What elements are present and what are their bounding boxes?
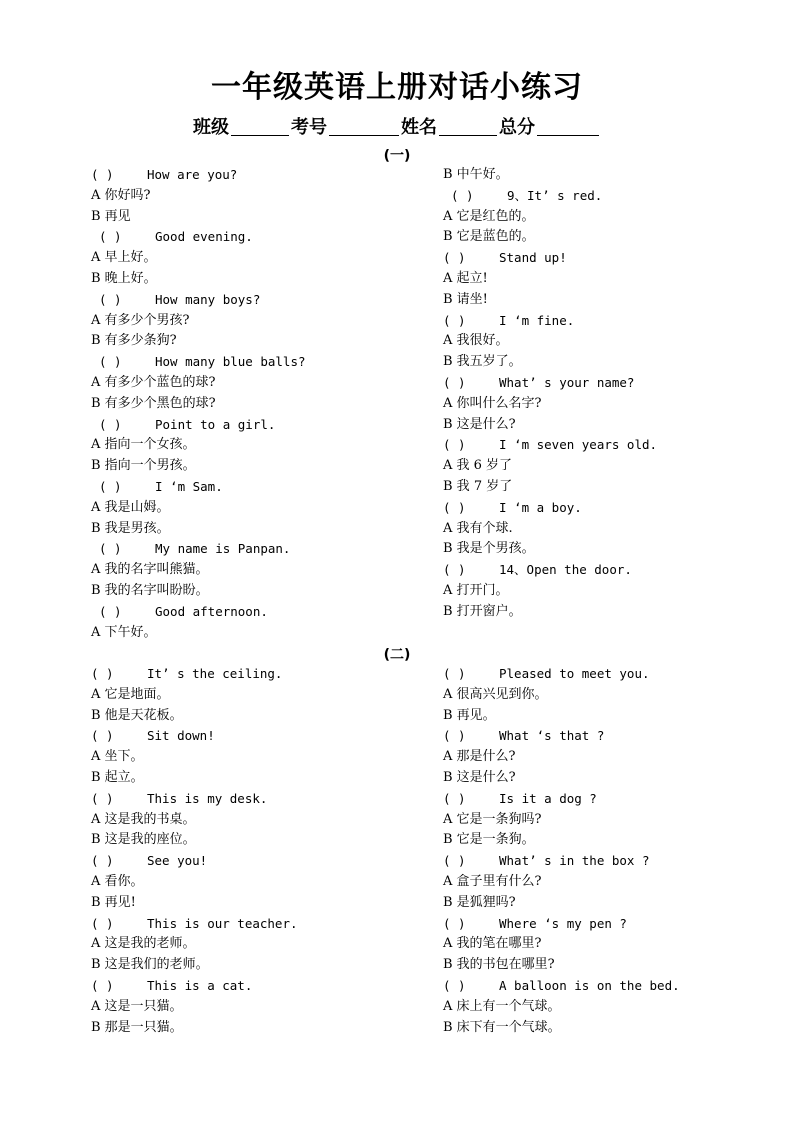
- answer-bracket[interactable]: ( ): [443, 374, 466, 390]
- option-line: B 它是一条狗。: [443, 832, 535, 848]
- answer-bracket[interactable]: ( ): [99, 354, 122, 370]
- option-line: B 中午好。: [443, 167, 509, 182]
- question-text: I ‘m Sam.: [155, 478, 223, 494]
- name-blank[interactable]: [439, 117, 497, 136]
- question-text: This is a cat.: [147, 977, 253, 993]
- option-line: A 打开门。: [443, 582, 509, 598]
- option-line: A 很高兴见到你。: [443, 686, 548, 702]
- option-line: A 它是一条狗吗?: [443, 811, 542, 827]
- question-line: [443, 789, 793, 810]
- answer-bracket[interactable]: ( ): [443, 312, 466, 328]
- question-text: Point to a girl.: [155, 416, 276, 432]
- option-line: A 有多少个男孩?: [91, 312, 190, 328]
- option-line: B 再见!: [91, 894, 136, 910]
- option-line: A 看你。: [91, 873, 144, 889]
- question-text: See you!: [147, 853, 208, 869]
- answer-bracket[interactable]: ( ): [443, 250, 466, 266]
- option-line: A 你好吗?: [91, 187, 151, 203]
- option-line: B 我 7 岁了: [443, 478, 513, 494]
- option-line: A 我 6 岁了: [443, 458, 513, 474]
- question-line: [443, 851, 793, 872]
- question-line: [91, 165, 441, 186]
- number-blank[interactable]: [329, 117, 399, 136]
- question-line: [443, 976, 793, 997]
- question-line: [91, 976, 441, 997]
- question-line: [91, 290, 441, 311]
- option-line: B 请坐!: [443, 291, 488, 307]
- option-line: B 它是蓝色的。: [443, 229, 535, 245]
- option-line: B 起立。: [91, 769, 144, 785]
- question-line: [91, 415, 441, 436]
- answer-bracket[interactable]: ( ): [443, 915, 466, 931]
- option-line: A 我很好。: [443, 333, 509, 349]
- option-line: A 下午好。: [91, 624, 157, 640]
- section-2-heading: (二): [383, 647, 411, 663]
- option-line: A 有多少个蓝色的球?: [91, 374, 216, 390]
- option-line: A 那是什么?: [443, 749, 516, 765]
- option-line: B 这是我的座位。: [91, 832, 196, 848]
- question-text: Sit down!: [147, 728, 215, 744]
- question-text: Stand up!: [499, 250, 567, 266]
- option-line: A 这是我的老师。: [91, 936, 196, 952]
- question-text: This is my desk.: [147, 790, 268, 806]
- name-label: 姓名: [401, 117, 437, 138]
- answer-bracket[interactable]: ( ): [91, 167, 114, 182]
- option-line: A 这是一只猫。: [91, 998, 183, 1014]
- answer-bracket[interactable]: ( ): [443, 562, 466, 578]
- question-text: I ‘m fine.: [499, 312, 575, 328]
- question-line: [443, 560, 793, 581]
- option-line: B 这是我们的老师。: [91, 957, 209, 973]
- option-line: B 这是什么?: [443, 769, 516, 785]
- question-text: I ‘m a boy.: [499, 499, 582, 515]
- section-1-heading: (一): [383, 148, 411, 164]
- option-line: B 晚上好。: [91, 270, 157, 286]
- question-line: [91, 664, 441, 685]
- question-text: A balloon is on the bed.: [499, 977, 680, 993]
- question-text: Where ‘s my pen ?: [499, 915, 627, 931]
- option-line: B 打开窗户。: [443, 603, 522, 619]
- answer-bracket[interactable]: ( ): [99, 541, 122, 557]
- option-line: A 你叫什么名字?: [443, 395, 542, 411]
- question-line: [91, 352, 441, 373]
- section-2-left-column: [91, 664, 441, 1038]
- question-text: It’ s the ceiling.: [147, 666, 283, 681]
- question-line: [443, 186, 793, 207]
- option-line: B 这是什么?: [443, 416, 516, 432]
- option-line: B 再见: [91, 208, 131, 224]
- answer-bracket[interactable]: ( ): [99, 229, 122, 245]
- option-line: B 我的书包在哪里?: [443, 957, 555, 973]
- option-line: A 指向一个女孩。: [91, 437, 196, 453]
- question-text: How many blue balls?: [155, 354, 306, 370]
- option-line: B 指向一个男孩。: [91, 458, 196, 474]
- question-line: [91, 726, 441, 747]
- option-line: A 我是山姆。: [91, 499, 170, 515]
- option-line: B 我五岁了。: [443, 354, 522, 370]
- answer-bracket[interactable]: ( ): [443, 437, 466, 453]
- question-text: How many boys?: [155, 291, 261, 307]
- question-line: [443, 373, 793, 394]
- question-text: What’ s your name?: [499, 374, 635, 390]
- question-text: Good afternoon.: [155, 603, 268, 619]
- section-2-right-column: [443, 664, 793, 1038]
- question-text: 9、It’ s red.: [507, 187, 603, 203]
- section-1-right-column: [443, 165, 793, 623]
- option-line: A 这是我的书桌。: [91, 811, 196, 827]
- answer-bracket[interactable]: ( ): [443, 977, 466, 993]
- option-line: B 他是天花板。: [91, 707, 183, 723]
- answer-bracket[interactable]: ( ): [99, 478, 122, 494]
- question-text: Good evening.: [155, 229, 253, 245]
- option-line: B 我是个男孩。: [443, 541, 535, 557]
- answer-bracket[interactable]: ( ): [443, 853, 466, 869]
- question-line: [91, 602, 441, 623]
- question-line: [443, 664, 793, 685]
- option-line: A 它是地面。: [91, 686, 170, 702]
- option-line: A 它是红色的。: [443, 208, 535, 224]
- option-line: B 有多少个黑色的球?: [91, 395, 216, 411]
- student-info-row: [0, 113, 794, 139]
- question-text: How are you?: [147, 167, 238, 182]
- question-text: What’ s in the box ?: [499, 853, 650, 869]
- class-label: 班级: [193, 117, 229, 138]
- option-line: A 床上有一个气球。: [443, 998, 561, 1014]
- option-line: A 我的笔在哪里?: [443, 936, 542, 952]
- question-line: [443, 248, 793, 269]
- answer-bracket[interactable]: ( ): [99, 291, 122, 307]
- answer-bracket[interactable]: ( ): [91, 853, 114, 869]
- option-line: B 是狐狸吗?: [443, 894, 516, 910]
- question-line: [91, 789, 441, 810]
- option-line: A 起立!: [443, 270, 488, 286]
- answer-bracket[interactable]: ( ): [451, 187, 474, 203]
- question-line: [91, 227, 441, 248]
- option-line: B 我是男孩。: [91, 520, 170, 536]
- answer-bracket[interactable]: ( ): [91, 977, 114, 993]
- score-label: 总分: [499, 117, 535, 138]
- question-text: I ‘m seven years old.: [499, 437, 658, 453]
- option-line: B 有多少条狗?: [91, 333, 177, 349]
- question-line: [91, 477, 441, 498]
- question-line: [443, 435, 793, 456]
- question-line: [443, 726, 793, 747]
- option-line: B 再见。: [443, 707, 496, 723]
- answer-bracket[interactable]: ( ): [91, 728, 114, 744]
- question-line: [91, 914, 441, 935]
- answer-bracket[interactable]: ( ): [443, 666, 466, 681]
- question-text: 14、Open the door.: [499, 562, 632, 578]
- question-line: [443, 311, 793, 332]
- question-line: [443, 914, 793, 935]
- question-text: My name is Panpan.: [155, 541, 291, 557]
- answer-bracket[interactable]: ( ): [443, 728, 466, 744]
- answer-bracket[interactable]: ( ): [443, 790, 466, 806]
- option-line: A 我的名字叫熊猫。: [91, 562, 209, 578]
- answer-bracket[interactable]: ( ): [91, 666, 114, 681]
- section-1-left-column: [91, 165, 441, 643]
- answer-bracket[interactable]: ( ): [99, 416, 122, 432]
- option-line: A 盒子里有什么?: [443, 873, 542, 889]
- answer-bracket[interactable]: ( ): [443, 499, 466, 515]
- option-line: B 床下有一个气球。: [443, 1019, 561, 1035]
- option-line: A 我有个球.: [443, 520, 513, 536]
- question-text: Pleased to meet you.: [499, 666, 650, 681]
- question-line: [91, 851, 441, 872]
- option-line: B 我的名字叫盼盼。: [91, 582, 209, 598]
- question-line: [443, 498, 793, 519]
- answer-bracket[interactable]: ( ): [91, 915, 114, 931]
- question-line: [91, 539, 441, 560]
- page-title: 一年级英语上册对话小练习: [211, 70, 583, 105]
- option-line: B 那是一只猫。: [91, 1019, 183, 1035]
- question-text: What ‘s that ?: [499, 728, 605, 744]
- option-line: A 早上好。: [91, 250, 157, 266]
- question-text: This is our teacher.: [147, 915, 298, 931]
- class-blank[interactable]: [231, 117, 289, 136]
- answer-bracket[interactable]: ( ): [99, 603, 122, 619]
- score-blank[interactable]: [537, 117, 599, 136]
- question-text: Is it a dog ?: [499, 790, 597, 806]
- answer-bracket[interactable]: ( ): [91, 790, 114, 806]
- option-line: A 坐下。: [91, 749, 144, 765]
- number-label: 考号: [291, 117, 327, 138]
